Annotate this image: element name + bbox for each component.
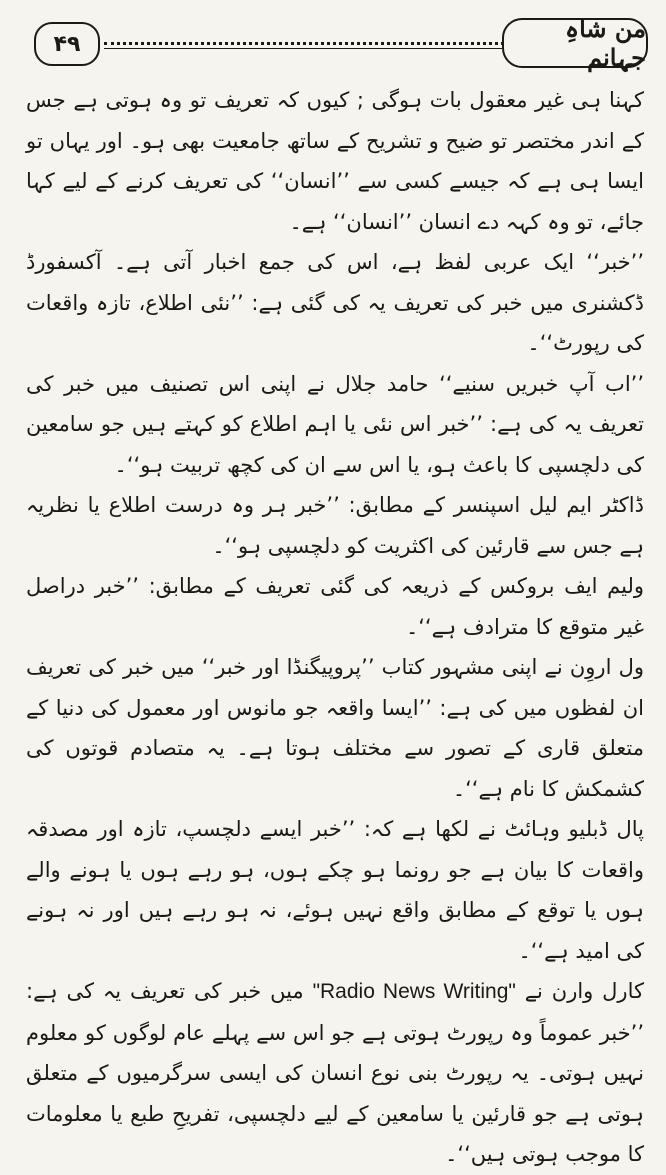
paragraph: ڈاکٹر ایم لیل اسپنسر کے مطابق: ’’خبر ہر وہ درست اطلاع یا نظریہ ہے جس سے قارئین کی اکثریت کو دلچسپی ہو‘‘۔ <box>26 493 644 558</box>
english-book-title: "Radio News Writing" <box>312 980 516 1003</box>
paragraph: ’’خبر‘‘ ایک عربی لفظ ہے، اس کی جمع اخبار آتی ہے۔ آکسفورڈ ڈکشنری میں خبر کی تعریف یہ کی گئی ہے: ’’نئی اطلاع، تازہ واقعات کی رپورٹ‘‘۔ <box>26 250 644 355</box>
header-line-rule <box>104 48 504 49</box>
paragraph: پال ڈبلیو وہائٹ نے لکھا ہے کہ: ’’خبر ایسے دلچسپ، تازہ اور مصدقہ واقعات کا بیان ہے جو رونما ہو چکے ہوں، ہو رہے ہوں یا ہونے والے ہوں یا توقع کے مطابق واقع نہیں ہوئے، نہ ہو رہے ہیں اور نہ ہونے کی امید ہے‘‘۔ <box>26 817 644 963</box>
page-header <box>12 14 652 70</box>
paragraph-karl-warren <box>26 971 644 1175</box>
book-title: من شاہِ جہانم <box>502 18 648 68</box>
paragraph: ’’اب آپ خبریں سنیے‘‘ حامد جلال نے اپنی اس تصنیف میں خبر کی تعریف یہ کی ہے: ’’خبر اس نئی یا اہم اطلاع کو کہتے ہیں جو سامعین کی دلچسپی کا باعث ہو، یا اس سے ان کی کچھ تربیت ہو‘‘۔ <box>26 371 644 477</box>
paragraph: کہنا ہی غیر معقول بات ہوگی ; کیوں کہ تعریف تو وہ ہوتی ہے جس کے اندر مختصر تو ضیح و تشریح کے ساتھ جامعیت بھی ہو۔ اور یہاں تو ایسا ہی ہے کہ جیسے کسی سے ’’انسان‘‘ کی تعریف کرنے کے لیے کہا جائے، تو وہ کہہ دے انسان ’’انسان‘‘ ہے۔ <box>26 88 644 234</box>
paragraph: ول اروِن نے اپنی مشہور کتاب ’’پروپیگنڈا اور خبر‘‘ میں خبر کی تعریف ان لفظوں میں کی ہے: ’’ایسا واقعہ جو مانوس اور معمول کی دنیا کے متعلق قاری کے تصور سے مختلف ہوتا ہے۔ یہ متصادم قوتوں کی کشمکش کا نام ہے‘‘۔ <box>26 655 644 801</box>
paragraph: ولیم ایف بروکس کے ذریعہ کی گئی تعریف کے مطابق: ’’خبر دراصل غیر متوقع کا مترادف ہے‘‘۔ <box>26 574 644 639</box>
header-dotted-rule <box>104 42 504 45</box>
paragraph-text-after: میں خبر کی تعریف یہ کی ہے: ’’خبر عموماً وہ رپورٹ ہوتی ہے جو اس سے پہلے عام لوگوں کو معلوم نہیں ہوتی۔ یہ رپورٹ بنی نوع انسان کی ایسی سرگرمیوں کے متعلق ہوتی ہے جو قارئین یا سامعین کے لیے دلچسپی، تفریحِ طبع یا معلومات کا موجب ہوتی ہیں‘‘۔ <box>26 979 644 1166</box>
page-body <box>26 80 644 1166</box>
page-number: ۴۹ <box>34 22 100 66</box>
paragraph-text-before: کارل وارن نے <box>524 979 644 1003</box>
